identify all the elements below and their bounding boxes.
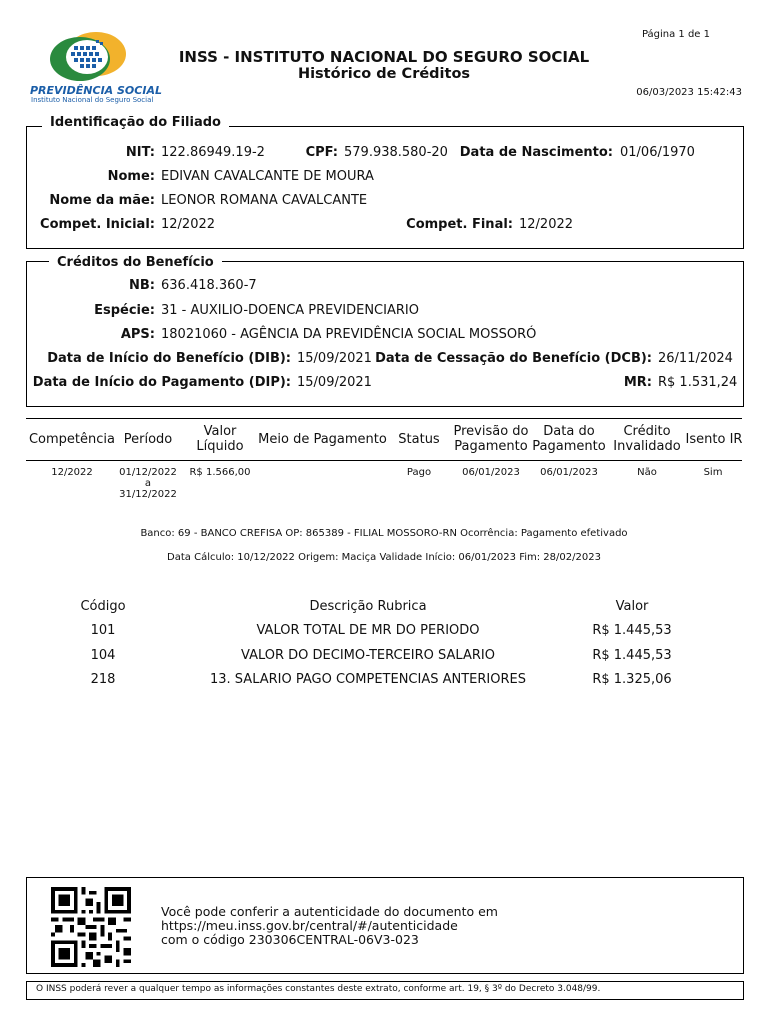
nit-label: NIT: — [125, 145, 155, 160]
mother-name-value: LEONOR ROMANA CAVALCANTE — [161, 193, 368, 208]
nb-value: 636.418.360-7 — [161, 278, 257, 293]
authenticity-text — [161, 905, 498, 947]
rubrica-col-codigo: Código — [80, 599, 126, 614]
rubrica-valor: R$ 1.445,53 — [592, 623, 672, 638]
beneficio-legend: Créditos do Benefício — [49, 255, 222, 270]
rubrica-col-valor: Valor — [615, 599, 649, 614]
cell-data-pagamento: 06/01/2023 — [540, 467, 598, 478]
initial-competence-label: Compet. Inicial: — [40, 217, 155, 232]
dib-value: 15/09/2021 — [297, 351, 372, 366]
page-number: Página 1 de 1 — [641, 29, 710, 40]
rubrica-descricao: 13. SALARIO PAGO COMPETENCIAS ANTERIORES — [210, 672, 526, 687]
authenticity-code: com o código 230306CENTRAL-06V3-023 — [161, 932, 419, 947]
rubrica-valor: R$ 1.445,53 — [592, 648, 672, 663]
cpf-label: CPF: — [305, 145, 338, 160]
name-value: EDIVAN CAVALCANTE DE MOURA — [161, 169, 374, 184]
dcb-label: Data de Cessação do Benefício (DCB): — [375, 351, 652, 366]
cell-competencia: 12/2022 — [51, 467, 93, 478]
cell-status: Pago — [406, 467, 432, 478]
payment-detail-line1: Banco: 69 - BANCO CREFISA OP: 865389 - FILIAL MOSSORO-RN Ocorrência: Pagamento efetivado — [140, 528, 628, 539]
col-previsao: Previsão do Pagamento — [453, 424, 529, 454]
document-subtitle: Histórico de Créditos — [297, 66, 471, 82]
table-top-rule — [26, 418, 742, 419]
cell-previsao: 06/01/2023 — [462, 467, 520, 478]
mr-value: R$ 1.531,24 — [658, 375, 738, 390]
rubrica-descricao: VALOR DO DECIMO-TERCEIRO SALARIO — [241, 648, 495, 663]
logo-text: PREVIDÊNCIA SOCIAL — [30, 84, 162, 97]
rubrica-codigo: 101 — [90, 623, 116, 638]
rubrica-descricao: VALOR TOTAL DE MR DO PERIODO — [256, 623, 480, 638]
col-status: Status — [398, 432, 440, 447]
dip-value: 15/09/2021 — [297, 375, 372, 390]
nit-value: 122.86949.19-2 — [161, 145, 265, 160]
birthdate-label: Data de Nascimento: — [459, 145, 613, 160]
cell-periodo: 01/12/2022 a 31/12/2022 — [119, 467, 177, 500]
rubrica-codigo: 104 — [90, 648, 116, 663]
rubrica-col-descricao: Descrição Rubrica — [309, 599, 427, 614]
col-competencia: Competência — [28, 432, 115, 447]
rubrica-codigo: 218 — [90, 672, 116, 687]
col-data-pagamento: Data do Pagamento — [532, 424, 606, 454]
authenticity-line1: Você pode conferir a autenticidade do documento em — [161, 904, 498, 919]
table-header-rule — [26, 460, 742, 461]
final-competence-label: Compet. Final: — [406, 217, 513, 232]
document-title: INSS - INSTITUTO NACIONAL DO SEGURO SOCIAL — [178, 48, 590, 66]
logo-subtext: Instituto Nacional do Seguro Social — [31, 96, 154, 104]
dib-label: Data de Início do Benefício (DIB): — [47, 351, 291, 366]
aps-label: APS: — [120, 327, 155, 342]
name-label: Nome: — [107, 169, 155, 184]
issue-datetime: 06/03/2023 15:42:43 — [636, 87, 742, 98]
especie-label: Espécie: — [94, 303, 155, 318]
especie-value: 31 - AUXILIO-DOENCA PREVIDENCIARIO — [161, 303, 419, 318]
cell-credito-invalidado: Não — [637, 467, 657, 478]
col-valor-liquido: Valor Líquido — [196, 424, 244, 454]
footer-note: O INSS poderá rever a qualquer tempo as informações constantes deste extrato, conforme art. 19, § 3º do Decreto 3.048/99. — [36, 984, 601, 994]
cell-valor-liquido: R$ 1.566,00 — [189, 467, 251, 478]
col-periodo: Período — [123, 432, 173, 447]
mother-name-label: Nome da mãe: — [49, 193, 155, 208]
col-meio-pagamento: Meio de Pagamento — [258, 432, 387, 447]
cell-isento-ir: Sim — [703, 467, 723, 478]
dcb-value: 26/11/2024 — [658, 351, 733, 366]
qr-code-icon — [50, 887, 132, 967]
payment-detail-line2: Data Cálculo: 10/12/2022 Origem: Maciça Validade Início: 06/01/2023 Fim: 28/02/2023 — [167, 552, 601, 563]
mr-label: MR: — [623, 375, 652, 390]
final-competence-value: 12/2022 — [519, 217, 574, 232]
initial-competence-value: 12/2022 — [161, 217, 216, 232]
cpf-value: 579.938.580-20 — [344, 145, 448, 160]
nb-label: NB: — [129, 278, 155, 293]
rubrica-valor: R$ 1.325,06 — [592, 672, 672, 687]
dip-label: Data de Início do Pagamento (DIP): — [32, 375, 291, 390]
col-isento-ir: Isento IR — [685, 432, 743, 447]
birthdate-value: 01/06/1970 — [620, 145, 695, 160]
authenticity-url[interactable]: https://meu.inss.gov.br/central/#/autenticidade — [161, 918, 458, 933]
filiado-legend: Identificação do Filiado — [42, 115, 229, 130]
aps-value: 18021060 - AGÊNCIA DA PREVIDÊNCIA SOCIAL MOSSORÓ — [161, 327, 537, 342]
col-credito-invalidado: Crédito Invalidado — [613, 424, 681, 454]
